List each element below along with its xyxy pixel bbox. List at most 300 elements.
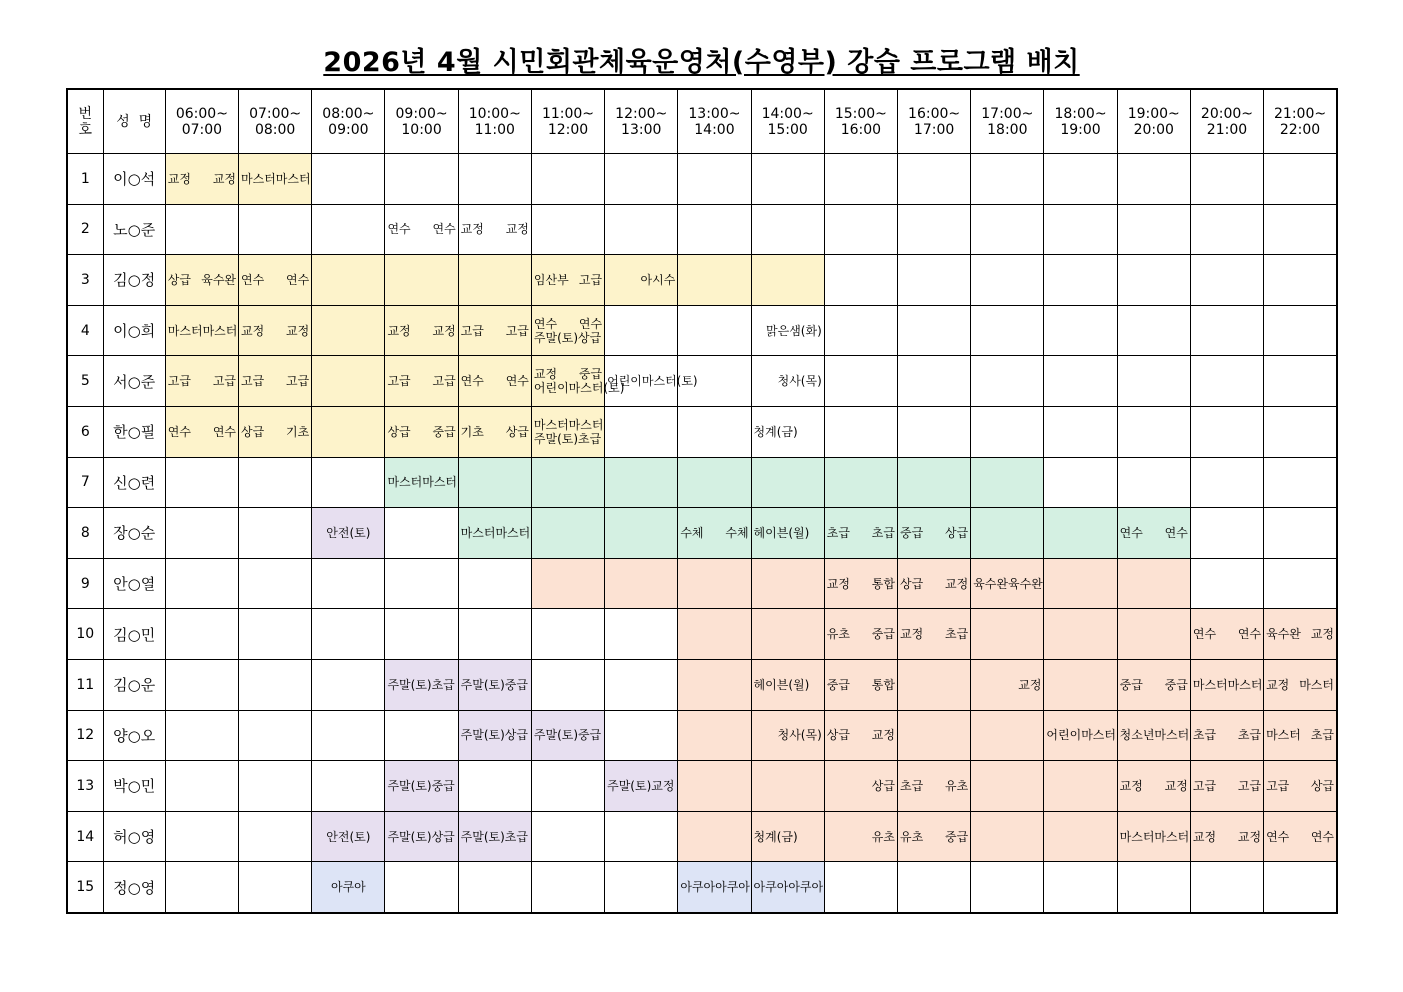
schedule-cell [971,508,1044,559]
class-label: 기초 [286,424,310,439]
class-label: 교정 [899,627,924,642]
schedule-cell [1190,659,1263,710]
class-label: 연수 [505,374,529,389]
class-label: 연수 [241,272,265,287]
schedule-cell [458,862,531,913]
schedule-cell [1190,811,1263,862]
schedule-cell [1044,255,1117,306]
class-label: 교정 [1310,627,1334,642]
class-label: 교정 [505,222,529,237]
schedule-cell [165,305,238,356]
table-row [67,761,1337,812]
schedule-cell [312,558,385,609]
class-label: 고급 [578,272,603,287]
class-label: 상급 [167,272,191,287]
class-label: 육수완 [1266,627,1301,642]
class-label: 교정 [1266,677,1290,692]
table-row [67,862,1337,913]
schedule-cell [605,862,678,913]
class-label: 헤이븐(월) [753,525,810,540]
schedule-cell [1190,558,1263,609]
schedule-cell [165,508,238,559]
class-label: 아쿠아 [680,880,716,895]
class-label: 중급 [1119,677,1143,692]
class-label: 마스터 [1154,829,1190,844]
class-label: 청계(금) [753,424,798,439]
schedule-cell [531,255,604,306]
schedule-cell [1190,255,1263,306]
class-label: 상급 [899,576,924,591]
class-label: 초급 [1237,728,1262,743]
schedule-cell [824,710,897,761]
schedule-cell [751,255,824,306]
schedule-cell [312,305,385,356]
class-label: 마스터 [167,323,203,338]
class-label: 마스터 [460,525,496,540]
instructor-name: 허○영 [103,811,165,862]
schedule-cell [239,609,312,660]
header-time-slot: 20:00~ 21:00 [1190,89,1263,154]
class-label: 마스터 [275,171,311,186]
schedule-cell [531,305,604,356]
class-label: 교정 [387,323,411,338]
schedule-cell [385,255,458,306]
schedule-cell [1190,305,1263,356]
schedule-cell [312,862,385,913]
schedule-cell [1264,508,1337,559]
schedule-cell [165,154,238,205]
class-label: 마스터 [1227,677,1263,692]
schedule-cell [605,204,678,255]
class-label: 연수 [1192,627,1217,642]
schedule-cell [971,862,1044,913]
instructor-name: 이○석 [103,154,165,205]
class-label: 주말(토)교정 [607,778,675,793]
instructor-name: 김○민 [103,609,165,660]
class-label: 중급 [1164,677,1188,692]
class-label: 고급 [241,374,265,389]
schedule-cell [897,356,970,407]
schedule-cell [1044,862,1117,913]
schedule-cell [971,609,1044,660]
schedule-cell [1117,406,1190,457]
class-label: 주말(토)초급 [460,829,528,844]
schedule-cell [824,761,897,812]
row-number: 7 [67,457,103,508]
schedule-cell [1117,558,1190,609]
schedule-cell [312,406,385,457]
schedule-cell [971,811,1044,862]
class-label: 청사(목) [777,374,822,389]
schedule-cell [165,204,238,255]
schedule-cell [458,558,531,609]
class-label: 교정 [460,222,484,237]
schedule-cell [1264,457,1337,508]
schedule-cell [239,761,312,812]
schedule-cell [678,457,751,508]
class-label: 주말(토)중급 [460,677,528,692]
class-label: 중급 [432,424,456,439]
class-label: 교정 [871,728,895,743]
class-label: 아시수 [640,272,676,287]
class-label: 고급 [1237,778,1262,793]
class-label: 청사(목) [777,728,822,743]
class-label: 주말(토)상급 [533,330,602,345]
schedule-cell [385,761,458,812]
schedule-cell [824,659,897,710]
schedule-cell [1190,862,1263,913]
header-time-slot: 17:00~ 18:00 [971,89,1044,154]
schedule-cell [751,761,824,812]
schedule-cell [971,204,1044,255]
instructor-name: 양○오 [103,710,165,761]
schedule-cell [678,558,751,609]
schedule-cell [1264,710,1337,761]
instructor-name: 신○련 [103,457,165,508]
class-label: 주말(토)상급 [387,829,455,844]
schedule-cell [1190,710,1263,761]
header-time-slot: 09:00~ 10:00 [385,89,458,154]
schedule-cell [897,204,970,255]
schedule-cell [897,508,970,559]
class-label: 연수 [460,374,484,389]
schedule-cell [897,305,970,356]
schedule-cell [531,406,604,457]
header-time-slot: 12:00~ 13:00 [605,89,678,154]
class-label: 교정 [945,576,969,591]
schedule-cell [678,154,751,205]
schedule-cell [165,457,238,508]
schedule-cell [165,659,238,710]
schedule-cell [312,204,385,255]
schedule-cell [971,457,1044,508]
schedule-cell [385,154,458,205]
class-label: 어린이마스터(토) [607,374,698,389]
schedule-cell [312,761,385,812]
header-number: 번 호 [67,89,103,154]
schedule-cell [678,761,751,812]
schedule-cell [385,710,458,761]
schedule-cell [751,305,824,356]
class-label: 육수완 [973,576,1008,591]
row-number: 14 [67,811,103,862]
schedule-cell [531,761,604,812]
class-label: 초급 [1310,728,1334,743]
class-label: 고급 [505,323,529,338]
table-row [67,558,1337,609]
schedule-cell [458,255,531,306]
class-label: 교정 [1119,778,1143,793]
class-label: 상급 [1310,778,1334,793]
header-time-slot: 19:00~ 20:00 [1117,89,1190,154]
class-label: 초급 [826,525,850,540]
schedule-cell [239,508,312,559]
row-number: 12 [67,710,103,761]
schedule-cell [824,255,897,306]
class-label: 중급 [578,367,603,382]
schedule-cell [1190,508,1263,559]
schedule-cell [531,508,604,559]
schedule-cell [1264,558,1337,609]
class-label: 교정 [1164,778,1188,793]
schedule-cell [1044,356,1117,407]
schedule-cell [458,204,531,255]
class-label: 임산부 [533,272,569,287]
class-label: 주말(토)상급 [460,728,528,743]
schedule-cell [605,710,678,761]
schedule-cell [1044,609,1117,660]
schedule-cell [312,659,385,710]
schedule-cell [1190,761,1263,812]
schedule-cell [1044,558,1117,609]
schedule-cell [312,255,385,306]
schedule-cell [312,609,385,660]
schedule-cell [678,862,751,913]
class-label: 중급 [871,627,895,642]
schedule-cell [897,761,970,812]
schedule-cell [751,154,824,205]
schedule-cell [1190,356,1263,407]
schedule-cell [824,457,897,508]
schedule-cell [239,710,312,761]
class-label: 마스터 [1266,728,1301,743]
schedule-cell [971,305,1044,356]
class-label: 초급 [871,525,895,540]
instructor-name: 정○영 [103,862,165,913]
class-label: 헤이븐(월) [753,677,810,692]
class-label: 고급 [1192,778,1217,793]
schedule-cell [897,862,970,913]
schedule-cell [531,356,625,407]
schedule-cell [1264,356,1337,407]
class-label: 상급 [826,728,850,743]
class-label: 연수 [1164,525,1188,540]
schedule-cell [458,609,531,660]
class-label: 아쿠아 [753,880,789,895]
schedule-cell [239,558,312,609]
row-number: 9 [67,558,103,609]
schedule-cell [1117,204,1190,255]
schedule-cell [971,558,1044,609]
schedule-cell [605,457,678,508]
schedule-cell [458,406,531,457]
schedule-cell [897,154,970,205]
schedule-cell [165,406,238,457]
class-label: 어린이마스터 [1046,728,1116,743]
class-label: 육수완 [1007,576,1043,591]
instructor-name: 김○운 [103,659,165,710]
class-label: 중급 [826,677,850,692]
schedule-cell [971,356,1044,407]
class-label: 마스터 [1299,677,1334,692]
class-label: 상급 [871,778,895,793]
schedule-cell [1264,609,1337,660]
schedule-cell [605,406,678,457]
schedule-cell [385,659,458,710]
class-label: 초급 [899,778,924,793]
row-number: 11 [67,659,103,710]
schedule-cell [1190,204,1263,255]
schedule-cell [678,811,751,862]
row-number: 15 [67,862,103,913]
schedule-cell [1117,862,1190,913]
class-label: 마스터 [202,323,238,338]
schedule-cell [1264,862,1337,913]
class-label: 고급 [212,374,237,389]
schedule-cell [605,154,678,205]
table-row [67,204,1337,255]
class-label: 연수 [1266,829,1290,844]
schedule-cell [531,659,604,710]
schedule-cell [239,659,312,710]
schedule-cell [1190,457,1263,508]
schedule-cell [971,154,1044,205]
schedule-cell [751,508,824,559]
schedule-cell [531,154,604,205]
schedule-cell [165,862,238,913]
class-label: 유초 [826,627,850,642]
schedule-cell [824,305,897,356]
class-label: 연수 [387,222,411,237]
schedule-cell [1044,659,1117,710]
class-label: 중급 [945,829,969,844]
schedule-cell [531,609,604,660]
row-number: 2 [67,204,103,255]
class-label: 연수 [212,424,237,439]
schedule-cell [458,305,531,356]
schedule-cell [1264,811,1337,862]
schedule-cell [678,710,751,761]
table-row [67,255,1337,306]
schedule-cell [1264,659,1337,710]
class-label: 어린이마스터(토) [533,381,625,396]
schedule-cell [1190,154,1263,205]
class-label: 주말(토)초급 [533,431,602,446]
schedule-cell [385,356,458,407]
table-row [67,154,1337,205]
schedule-cell [458,761,531,812]
schedule-cell [312,457,385,508]
header-time-slot: 06:00~ 07:00 [165,89,238,154]
schedule-cell [605,255,678,306]
schedule-cell [458,356,531,407]
schedule-cell [678,305,751,356]
schedule-cell [678,204,751,255]
schedule-cell [1117,457,1190,508]
schedule-cell [1264,204,1337,255]
schedule-cell [1264,406,1337,457]
schedule-cell [751,558,824,609]
schedule-cell [1264,154,1337,205]
schedule-cell [751,356,824,407]
class-label: 아쿠아 [330,880,366,895]
table-row [67,609,1337,660]
schedule-cell [1117,508,1190,559]
instructor-name: 안○열 [103,558,165,609]
schedule-cell [824,154,897,205]
schedule-cell [165,255,238,306]
schedule-cell [605,659,678,710]
schedule-cell [605,558,678,609]
schedule-cell [239,862,312,913]
class-label: 유초 [899,829,924,844]
schedule-cell [751,811,824,862]
schedule-cell [605,508,678,559]
class-label: 청소년마스터 [1119,728,1190,743]
class-label: 상급 [945,525,969,540]
header-time-slot: 15:00~ 16:00 [824,89,897,154]
schedule-cell [531,811,604,862]
class-label: 아쿠아 [715,880,750,895]
class-label: 기초 [460,424,484,439]
class-label: 육수완 [201,272,237,287]
schedule-cell [897,558,970,609]
schedule-body [67,154,1337,913]
header-time-slot: 18:00~ 19:00 [1044,89,1117,154]
schedule-cell [824,609,897,660]
schedule-cell [165,609,238,660]
instructor-name: 한○필 [103,406,165,457]
schedule-cell [678,255,751,306]
class-label: 마스터 [1119,829,1155,844]
schedule-cell [385,305,458,356]
table-row [67,508,1337,559]
schedule-cell [239,356,312,407]
schedule-cell [458,659,531,710]
schedule-cell [165,356,238,407]
schedule-cell [1117,811,1190,862]
header-time-slot: 21:00~ 22:00 [1264,89,1337,154]
class-label: 고급 [286,374,310,389]
class-label: 연수 [432,222,456,237]
schedule-cell [239,154,312,205]
header-time-slot: 13:00~ 14:00 [678,89,751,154]
schedule-cell [312,811,385,862]
row-number: 10 [67,609,103,660]
schedule-cell [385,406,458,457]
schedule-cell [678,609,751,660]
class-label: 교정 [1192,829,1217,844]
table-row [67,710,1337,761]
class-label: 청계(금) [753,829,798,844]
class-label: 안전(토) [326,525,371,540]
class-label: 유초 [945,778,969,793]
schedule-cell [239,811,312,862]
class-label: 통합 [871,576,895,591]
schedule-cell [312,154,385,205]
table-row [67,659,1337,710]
schedule-cell [824,558,897,609]
schedule-cell [458,457,531,508]
class-label: 마스터 [422,475,458,490]
schedule-cell [605,609,678,660]
class-label: 상급 [241,424,265,439]
schedule-cell [678,406,751,457]
header-name: 성 명 [103,89,165,154]
row-number: 8 [67,508,103,559]
schedule-cell [971,659,1044,710]
class-label: 교정 [1237,829,1262,844]
schedule-cell [824,508,897,559]
class-label: 고급 [1266,778,1290,793]
schedule-cell [897,710,970,761]
schedule-cell [165,710,238,761]
header-time-slot: 14:00~ 15:00 [751,89,824,154]
class-label: 고급 [460,323,484,338]
schedule-cell [971,761,1044,812]
class-label: 마스터 [533,417,569,432]
schedule-cell [751,204,824,255]
